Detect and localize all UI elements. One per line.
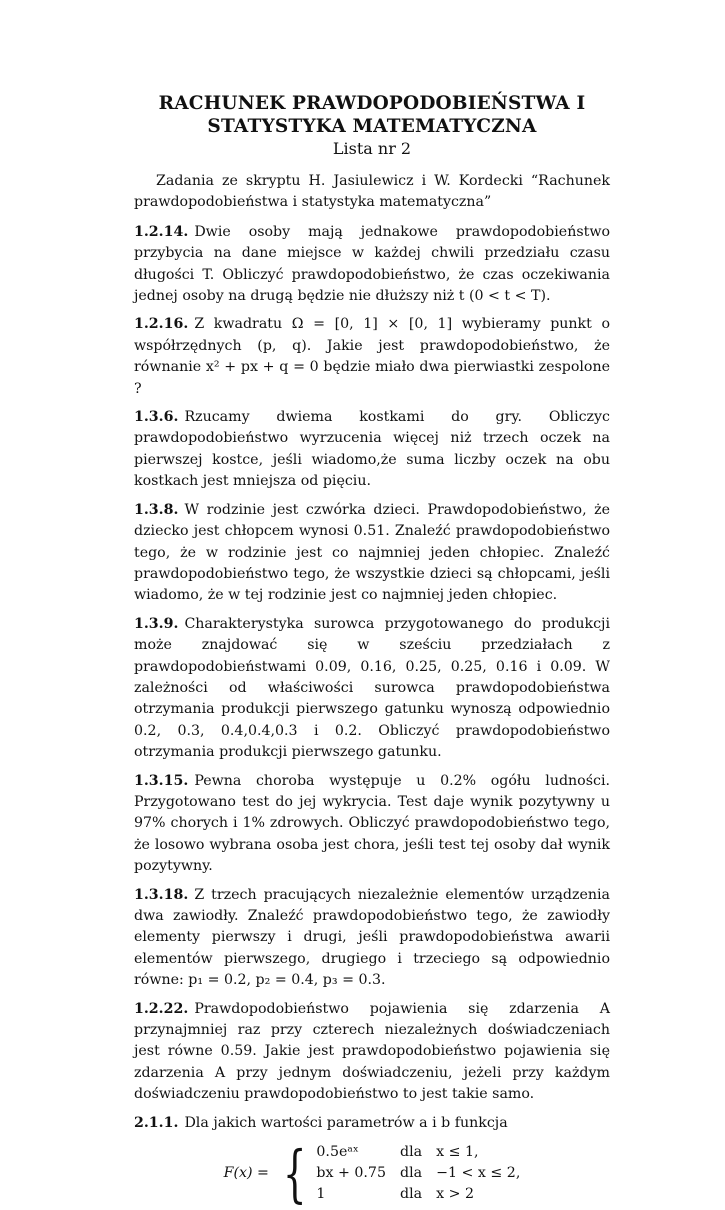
- problem-text: Pewna choroba występuje u 0.2% ogółu ludności. Przygotowano test do jej wykrycia. Test daje wynik pozytywny u 97% chorych i 1% zdrowych. Obliczyć prawdopodobieństwo tego, że losowo wybrana osoba jest chora, jeśli test tej osoby dał wynik pozytywny.: [134, 772, 610, 875]
- formula-lhs: F(x) =: [223, 1164, 269, 1181]
- problem-number: 1.3.9.: [134, 615, 179, 632]
- problem-1-3-6: [134, 407, 610, 493]
- problem-1-2-16: [134, 314, 610, 400]
- case-expression: bx + 0.75: [316, 1165, 386, 1182]
- case-word: dla: [400, 1144, 423, 1161]
- left-brace-icon: {: [282, 1136, 307, 1210]
- problem-text: Prawdopodobieństwo pojawienia się zdarzenia A przynajmniej raz przy czterech niezależnych doświadczeniach jest równe 0.59. Jakie jest prawdopodobieństwo pojawienia się zdarzenia A przy jednym doświadczeniu, jeżeli przy każdym doświadczeniu prawdopodobieństwo to jest takie samo.: [134, 1000, 610, 1103]
- problem-number: 1.3.18.: [134, 886, 189, 903]
- problem-text: Charakterystyka surowca przygotowanego do produkcji może znajdować się w sześciu przedziałach z prawdopodobieństwami 0.09, 0.16, 0.25, 0.25, 0.16 i 0.09. W zależności od właściwości surowca prawdopodobieństwa otrzymania produkcji pierwszego gatunku wynoszą odpowiednio 0.2, 0.3, 0.4,0.4,0.3 i 0.2. Obliczyć prawdopodobieństwo otrzymania produkcji pierwszego gatunku.: [134, 615, 610, 761]
- document-page: [134, 92, 610, 1210]
- problem-2-1-1: [134, 1113, 610, 1134]
- case-condition: x ≤ 1,: [436, 1144, 479, 1161]
- problem-1-2-14: [134, 222, 610, 308]
- problem-number: 1.3.15.: [134, 772, 189, 789]
- intro-paragraph: Zadania ze skryptu H. Jasiulewicz i W. Kordecki “Rachunek prawdopodobieństwa i statystyka matematyczna”: [134, 173, 610, 211]
- problem-text: Rzucamy dwiema kostkami do gry. Obliczyc prawdopodobieństwo wyrzucenia więcej niż trzech oczek na pierwszej kostce, jeśli wiadomo,że suma liczby oczek na obu kostkach jest mniejsza od pięciu.: [134, 409, 610, 490]
- problem-1-2-22: [134, 999, 610, 1106]
- problem-text: Dla jakich wartości parametrów a i b funkcja: [184, 1114, 508, 1131]
- case-word: dla: [400, 1186, 423, 1203]
- problem-text: W rodzinie jest czwórka dzieci. Prawdopodobieństwo, że dziecko jest chłopcem wynosi 0.51. Znaleźć prawdopodobieństwo tego, że w rodzinie jest co najmniej jeden chłopiec. Znaleźć prawdopodobieństwo tego, że wszystkie dzieci są chłopcami, jeśli wiadomo, że w tej rodzinie jest co najmniej jeden chłopiec.: [134, 501, 610, 604]
- problem-1-3-15: [134, 771, 610, 878]
- page-title: RACHUNEK PRAWDOPODOBIEŃSTWA I STATYSTYKA MATEMATYCZNA: [158, 93, 586, 137]
- problem-number: 1.2.14.: [134, 223, 189, 240]
- problem-text: Dwie osoby mają jednakowe prawdopodobieństwo przybycia na dane miejsce w każdej chwili przedziału czasu długości T. Obliczyć prawdopodobieństwo, że czas oczekiwania jednej osoby na drugą będzie nie dłuższy niż t (0 < t < T).: [134, 223, 610, 305]
- problem-text: Z kwadratu Ω = [0, 1] × [0, 1] wybieramy punkt o współrzędnych (p, q). Jakie jest prawdopodobieństwo, że równanie x² + px + q = 0 będzie miało dwa pierwiastki zespolone ?: [134, 316, 610, 397]
- case-expression: 0.5eᵃˣ: [316, 1144, 359, 1161]
- problem-1-3-18: [134, 885, 610, 992]
- case-expression: 1: [316, 1186, 326, 1203]
- problem-1-3-8: [134, 500, 610, 607]
- piecewise-formula: [134, 1136, 610, 1210]
- problem-number: 2.1.1.: [134, 1114, 179, 1131]
- case-condition: x > 2: [436, 1186, 475, 1203]
- case-condition: −1 < x ≤ 2,: [436, 1165, 521, 1182]
- page-subtitle: Lista nr 2: [332, 139, 412, 158]
- problem-1-3-9: [134, 614, 610, 764]
- problem-number: 1.2.22.: [134, 1000, 189, 1017]
- case-word: dla: [400, 1165, 423, 1182]
- problem-number: 1.3.8.: [134, 501, 179, 518]
- problem-number: 1.3.6.: [134, 409, 179, 426]
- formula-cases: [316, 1142, 520, 1205]
- problem-number: 1.2.16.: [134, 316, 189, 333]
- problem-text: Z trzech pracujących niezależnie elementów urządzenia dwa zawiodły. Znaleźć prawdopodobieństwo tego, że zawiodły elementy pierwszy i drugi, jeśli prawdopodobieństwa awarii elementów pierwszego, drugiego i trzeciego są odpowiednio równe: p₁ = 0.2, p₂ = 0.4, p₃ = 0.3.: [134, 886, 610, 989]
